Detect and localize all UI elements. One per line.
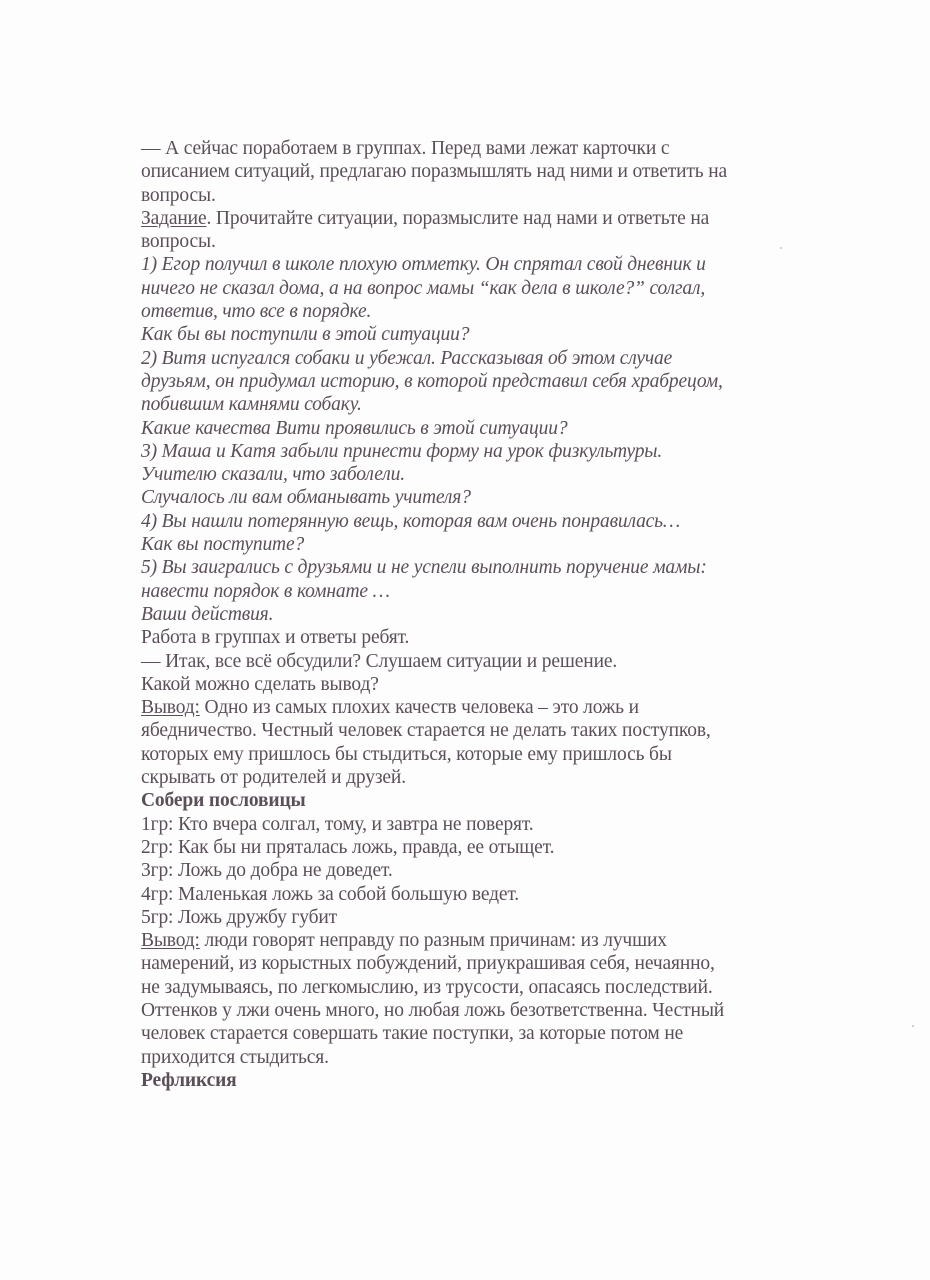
situation-line: навести порядок в комнате … [141, 580, 390, 602]
scan-speck [912, 1025, 914, 1027]
task-text: . Прочитайте ситуации, поразмыслите над нами и ответьте на [206, 207, 710, 229]
conclusion-line: скрывать от родителей и друзей. [141, 767, 406, 789]
conclusion-line: намерений, из корыстных побуждений, приукрашивая себя, нечаянно, [141, 953, 715, 975]
intro-line: вопросы. [141, 184, 216, 206]
task-line [141, 207, 871, 230]
situation-line: побившим камнями собаку. [141, 394, 362, 416]
intro-line: описанием ситуаций, предлагаю поразмышлять над ними и ответить на [141, 161, 727, 183]
situation-question: Как бы вы поступили в этой ситуации? [141, 324, 470, 346]
conclusion-line: ябедничество. Честный человек старается не делать таких поступков, [141, 720, 711, 742]
situation-line: друзьям, он придумал историю, в которой представил себя храбрецом, [141, 370, 723, 392]
proverb-item: 5гр: Ложь дружбу губит [141, 906, 338, 928]
conclusion-line: которых ему пришлось бы стыдиться, которые ему пришлось бы [141, 743, 672, 765]
conclusion-line: не задумываясь, по легкомыслию, из трусости, опасаясь последствий. [141, 976, 713, 998]
situation-line: 3) Маша и Катя забыли принести форму на урок физкультуры. [141, 440, 663, 462]
situation-question: Какие качества Вити проявились в этой ситуации? [141, 417, 568, 439]
situation-question: Случалось ли вам обманывать учителя? [141, 487, 471, 509]
situation-line: 1) Егор получил в школе плохую отметку. Он спрятал свой дневник и [141, 254, 706, 276]
conclusion-text: люди говорят неправду по разным причинам: из лучших [199, 930, 667, 952]
proverb-item: 4гр: Маленькая ложь за собой большую ведет. [141, 883, 519, 905]
proverbs-heading: Собери пословицы [141, 790, 306, 812]
situation-line: ответив, что все в порядке. [141, 301, 372, 323]
proverb-item: 1гр: Кто вчера солгал, тому, и завтра не поверят. [141, 813, 534, 835]
conclusion-line: человек старается совершать такие поступки, за которые потом не [141, 1023, 684, 1045]
conclusion-label: Вывод: [141, 930, 200, 952]
conclusion-text: Одно из самых плохих качеств человека – это ложь и [199, 697, 639, 719]
discussion-line: Какой можно сделать вывод? [141, 673, 379, 695]
situation-question: Как вы поступите? [141, 534, 305, 556]
situation-line: 5) Вы заигрались с друзьями и не успели выполнить поручение мамы: [141, 557, 707, 579]
situation-line: 4) Вы нашли потерянную вещь, которая вам очень понравилась… [141, 510, 681, 532]
situation-line: Учителю сказали, что заболели. [141, 464, 405, 486]
conclusion-line: приходится стыдиться. [141, 1046, 329, 1068]
task-line: вопросы. [141, 231, 216, 253]
situation-line: 2) Витя испугался собаки и убежал. Рассказывая об этом случае [141, 347, 673, 369]
task-label: Задание [141, 207, 207, 229]
reflection-heading: Рефликсия [141, 1069, 237, 1091]
conclusion-line: Оттенков у лжи очень много, но любая ложь безответственна. Честный [141, 999, 725, 1021]
scan-speck [780, 247, 782, 249]
proverb-item: 2гр: Как бы ни пряталась ложь, правда, ее отыщет. [141, 836, 555, 858]
conclusion-label: Вывод: [141, 697, 200, 719]
situation-line: ничего не сказал дома, а на вопрос мамы “как дела в школе?” солгал, [141, 277, 706, 299]
discussion-line: — Итак, все всё обсудили? Слушаем ситуации и решение. [141, 650, 618, 672]
intro-line: — А сейчас поработаем в группах. Перед вами лежат карточки с [141, 138, 670, 159]
proverb-item: 3гр: Ложь до добра не доведет. [141, 860, 393, 882]
document-page [141, 137, 871, 1092]
discussion-line: Работа в группах и ответы ребят. [141, 627, 410, 649]
conclusion-line [141, 696, 871, 719]
situation-question: Ваши действия. [141, 603, 274, 625]
conclusion-line [141, 929, 871, 952]
